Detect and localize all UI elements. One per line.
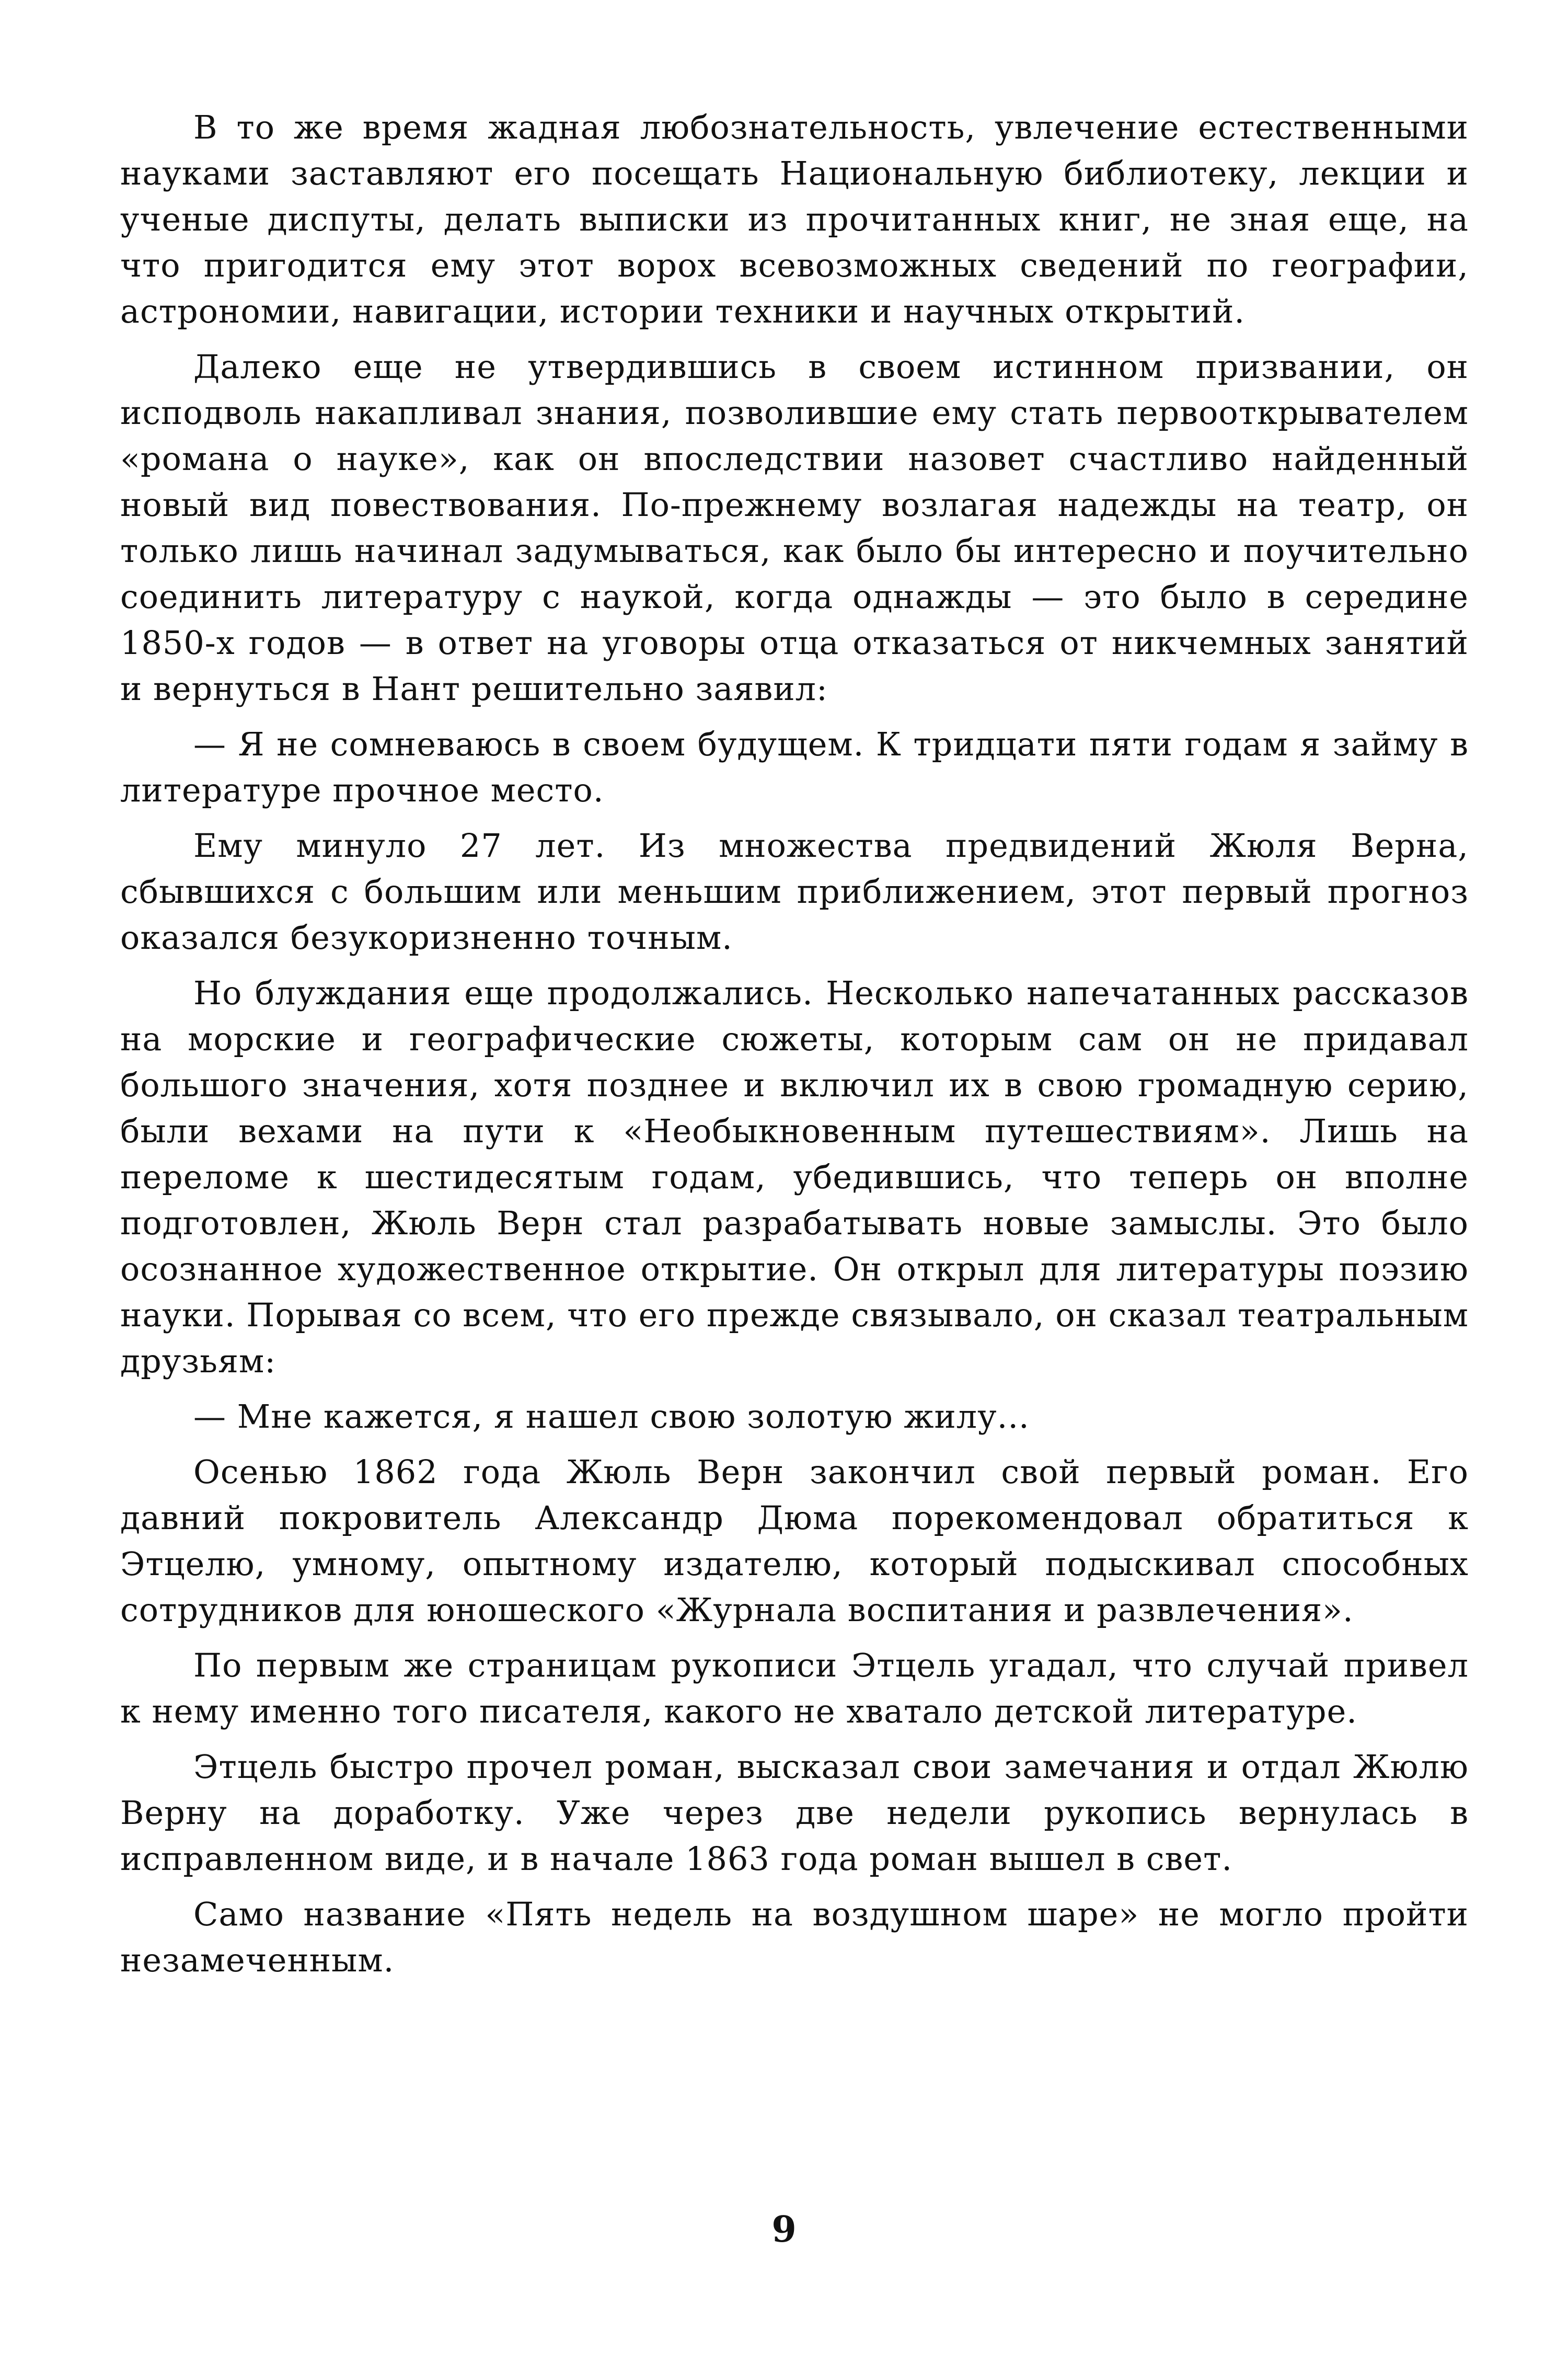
page-body xyxy=(120,105,1469,1993)
paragraph-3-dialogue: — Я не сомневаюсь в своем будущем. К тридцати пяти годам я займу в литературе прочное место. xyxy=(120,725,1469,809)
paragraph-7: Осенью 1862 года Жюль Верн закончил свой первый роман. Его давний покровитель Александр Дюма порекомендовал обратиться к Этцелю, умному, опытному издателю, который подыскивал способных сотрудников для юношеского «Журнала воспитания и развлечения». xyxy=(120,1453,1469,1629)
paragraph-8: По первым же страницам рукописи Этцель угадал, что случай привел к нему именно того писателя, какого не хватало детской литературе. xyxy=(120,1646,1469,1730)
paragraph-2: Далеко еще не утвердившись в своем истинном призвании, он исподволь накапливал знания, позволившие ему стать первооткрывателем «романа о науке», как он впоследствии назовет счастливо найденный новый вид повествования. По-прежнему возлагая надежды на театр, он только лишь начинал задумываться, как было бы интересно и поучительно соединить литературу с наукой, когда однажды — это было в середине 1850-х годов — в ответ на уговоры отца отказаться от никчемных занятий и вернуться в Нант решительно заявил: xyxy=(120,348,1469,708)
page-number: 9 xyxy=(771,2209,797,2251)
paragraph-5: Но блуждания еще продолжались. Несколько напечатанных рассказов на морские и географические сюжеты, которым сам он не придавал большого значения, хотя позднее и включил их в свою громадную серию, были вехами на пути к «Необыкновенным путешествиям». Лишь на переломе к шестидесятым годам, убедившись, что теперь он вполне подготовлен, Жюль Верн стал разрабатывать новые замыслы. Это было осознанное художественное открытие. Он открыл для литературы поэзию науки. Порывая со всем, что его прежде связывало, он сказал театральным друзьям: xyxy=(120,974,1469,1380)
paragraph-9: Этцель быстро прочел роман, высказал свои замечания и отдал Жюлю Верну на доработку. Уже через две недели рукопись вернулась в исправленном виде, и в начале 1863 года роман вышел в свет. xyxy=(120,1748,1469,1878)
paragraph-10: Само название «Пять недель на воздушном шаре» не могло пройти незамеченным. xyxy=(120,1895,1469,1979)
paragraph-1: В то же время жадная любознательность, увлечение естественными науками заставляют его посещать Национальную библиотеку, лекции и ученые диспуты, делать выписки из прочитанных книг, не зная еще, на что пригодится ему этот ворох всевозможных сведений по географии, астрономии, навигации, истории техники и научных открытий. xyxy=(120,108,1469,330)
paragraph-6-dialogue: — Мне кажется, я нашел свою золотую жилу... xyxy=(193,1397,1030,1436)
paragraph-4: Ему минуло 27 лет. Из множества предвидений Жюля Верна, сбывшихся с большим или меньшим приближением, этот первый прогноз оказался безукоризненно точным. xyxy=(120,827,1469,957)
